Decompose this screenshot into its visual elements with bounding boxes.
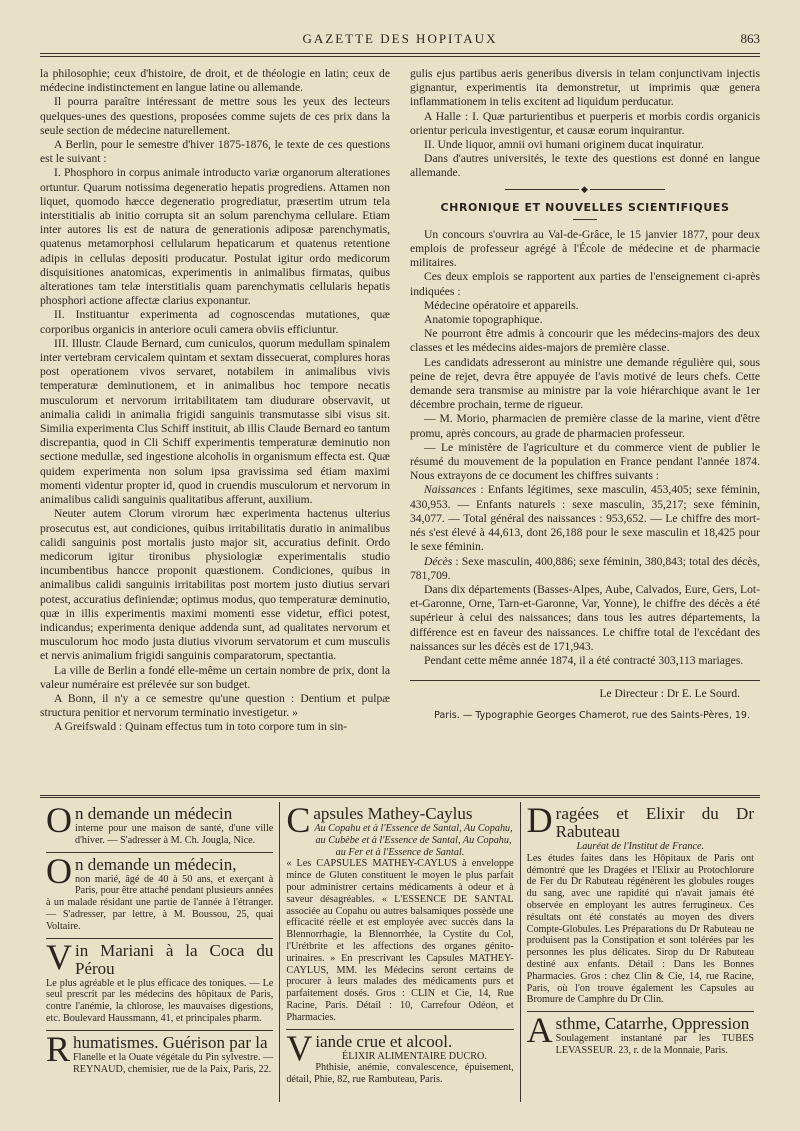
ad-body: « Les CAPSULES MATHEY-CAYLUS à enveloppe mince de Gluten constituent le moyen le plus parfait pour administrer certains médicaments à odeur et à saveur désagréables. « L'ESSENCE DE SANTAL associée au Copahu ou autres balsamiques possède une efficacité réelle et est employée avec succès dans la Blennorrhagie, la Blennorrhée, la Cystite du Col, l'Urétbrite et les affections des organes génito-urinaires. » En prescrivant les Capsules MATHEY-CAYLUS, MM. les Médecins seront certains de procurer à leurs malades des médicaments purs et parfaitement dosés. Gros : CLIN et Cie, 14, Rue Racine, Paris. Détail : 10, Carrefour Odéon, et Pharmacies. bbox=[286, 858, 514, 1023]
naissances-paragraph bbox=[410, 483, 760, 554]
header-rule-2 bbox=[40, 56, 760, 57]
naissances-label: Naissances bbox=[424, 483, 477, 497]
paragraph: Dans dix départements (Basses-Alpes, Aube, Calvados, Eure, Gers, Lot-et-Garonne, Orne, Tarn-et-Garonne, Var, Yonne), le chiffre des décès a été supérieur à celui des naissances; dans tous les autres départements, la différence est en faveur des naissances. Le chiffre total de l'excédant des naissances sur les décès est de 171,943. bbox=[410, 582, 760, 653]
naissances-text: : Enfants légitimes, sexe masculin, 453,405; sexe féminin, 430,953. — Enfants naturels : sexe masculin, 35,217; sexe féminin, 34,077. — Total général des naissances : 953,652. — Le chiffre des mort-nés s'est élevé à 44,613, dont 26,188 pour le sexe masculin et 18,425 pour le sexe féminin. bbox=[410, 483, 760, 554]
deces-label: Décès bbox=[424, 554, 453, 568]
paragraph: III. Illustr. Claude Bernard, cum cuniculos, quorum medullam spinalem inter vertebram cervicalem quintam et sextam dissecuerat, complures horas post operationem vivos servaret, notabilem in animalibus vivis temperaturæ deminutionem, et in animalibus hoc tempore necatis musculorum et nervorum irritabilitatem tam diudurare observavit, ut animalia calidi in animalia frigidi sanguinis transmutasse sibi visus sit. Similia experimenta Clus Schiff instituit, ab illis Claude Bernard eo tantum discrepantia, quod in Cli Schiff experimentis temperaturæ deminutio non sectione medullæ, sed ingestione alcoholis in organismum effecta est. Quæ quidem experimenta non solum ipsa gravissima sed étiam maximi momenti videntur propter id, quod in cruendis musculorum et nervorum in animalibus calidi sanguinis qualitatibus afferunt, auxilium. bbox=[40, 336, 390, 507]
deces-paragraph bbox=[410, 555, 760, 583]
page-number: 863 bbox=[740, 31, 760, 46]
ad-dragees-rabuteau bbox=[527, 802, 754, 1012]
ad-body: interne pour une maison de santé, d'une ville d'hiver. — S'adresser à M. Ch. Jougla, Nice. bbox=[75, 823, 274, 846]
paragraph: Neuter autem Clorum virorum hæc experimenta hactenus ulterius prosecutus est, aut condiciones, quibus irritabilitatis duratio in animalibus calidi sanguinis post mortalis justo major sit, accuratius definit. Ordo medicorum igitur tironibus physiologiæ experimentalis studio incumbentibus hancce proponit quæstionem. Condiciones, quibus in animalibus calidi sanguinis irritabilitas post mortem justo diutius servari potest, accuratius definiendæ; optimus modus, quo temperaturæ deminutio, quæ in illis experimentis maximi momenti esse videtur, effici potest, indicandus; experimenta denique addenda sunt, ad qualitates nervorum et musculorum hoc modo justa diutius vivorum servatorum et cum musculis et nervis animalium frigidi sanguinis comparatorum, spectantia. bbox=[40, 507, 390, 663]
paragraph: Les candidats adresseront au ministre une demande régulière qui, sous peine de rejet, devra être appuyée de l'avis motivé de leurs chefs. Cette demande sera transmise au ministre par la voie hiérarchique avant le 1er décembre prochain, terme de rigueur. bbox=[410, 355, 760, 412]
ad-subheadline: ÉLIXIR ALIMENTAIRE DUCRO. bbox=[342, 1050, 487, 1062]
ad-body: Les études faites dans les Hôpitaux de Paris ont démontré que les Dragées et l'Elixir au Protochlorure de Fer du Dr Rabuteau régénèrent les globules rouges du sang, avec une rapidité qui n'avait jamais été observée en employant les autres ferrugineux. Ces résultats ont été constatés au moyen des divers Compte-Globules. Les Préparations du Dr Rabuteau ne produisent pas la Constipation et sont tolérées par les personnes les plus délicates. Sirop du Dr Rabuteau destiné aux enfants. Détail : Dans les Bonnes Pharmacies. Gros : chez Clin & Cie, 14, rue Racine, Paris, où l'on trouve également les Capsules au Bromure de Camphre du Dr Clin. bbox=[526, 852, 754, 1006]
ad-headline: n demande un médecin, bbox=[75, 854, 237, 874]
ad-capsules-mathey-caylus bbox=[286, 802, 513, 1030]
printer-imprint: Paris. — Typographie Georges Chamerot, rue des Saints-Pères, 19. bbox=[434, 710, 750, 722]
ornamental-separator bbox=[505, 189, 665, 191]
drop-cap: O bbox=[46, 850, 72, 891]
ad-rhumatismes bbox=[46, 1028, 274, 1081]
drop-cap: R bbox=[46, 1028, 71, 1069]
drop-cap: V bbox=[46, 936, 72, 977]
advertisements bbox=[40, 802, 760, 1102]
right-column bbox=[410, 67, 760, 787]
journal-title: GAZETTE DES HOPITAUX bbox=[302, 31, 498, 46]
paragraph: A Halle : I. Quæ parturientibus et puerperis et morbis cordis organicis orientur pericula investigentur, et causæ eorum inquirantur. bbox=[410, 109, 760, 137]
paragraph: gulis ejus partibus aeris generibus diversis in telam conjunctivam injectis gignantur, experimentis ita demonstretur, ut imprimis quæ genera inflammationem in telis excitent ad liquidum perducatur. bbox=[410, 67, 760, 109]
drop-cap: V bbox=[286, 1027, 313, 1068]
ads-column-1 bbox=[40, 802, 279, 1102]
paragraph: Anatomie topographique. bbox=[424, 313, 543, 327]
ad-subheadline: Au Copahu et à l'Essence de Santal, Au Copahu, au Cubèbe et à l'Essence de Santal, Au Copahu, au Fer et à l'Essence de Santal. bbox=[314, 823, 513, 858]
ads-column-3 bbox=[520, 802, 760, 1102]
section-title: CHRONIQUE ET NOUVELLES SCIENTIFIQUES bbox=[440, 200, 730, 214]
ad-body: Phthisie, anémie, convalescence, épuisement, détail, Phie, 82, rue Rambuteau, Paris. bbox=[286, 1062, 514, 1086]
drop-cap: D bbox=[526, 802, 553, 840]
running-header bbox=[40, 28, 760, 50]
paragraph: Pendant cette même année 1874, il a été contracté 303,113 mariages. bbox=[424, 653, 744, 667]
director-signature: Le Directeur : Dr E. Le Sourd. bbox=[410, 680, 760, 701]
ads-divider bbox=[40, 795, 760, 798]
ad-viande-crue bbox=[286, 1027, 514, 1091]
deces-text: : Sexe masculin, 400,886; sexe féminin, 380,843; total des décès, 781,709. bbox=[410, 554, 760, 582]
paragraph: Médecine opératoire et appareils. bbox=[424, 298, 579, 312]
ad-headline: humatismes. Guérison par la bbox=[73, 1032, 268, 1052]
ad-body: Flanelle et la Ouate végétale du Pin sylvestre. — REYNAUD, chemisier, rue de la Paix, Paris, 22. bbox=[73, 1051, 274, 1075]
ad-headline: sthme, Catarrhe, Oppression bbox=[555, 1014, 750, 1034]
ad-body: Soulagement instantané par les TUBES LEVASSEUR. 23, r. de la Monnaie, Paris. bbox=[555, 1033, 754, 1056]
paragraph: — M. Morio, pharmacien de première classe de la marine, vient d'être promu, après concours, au grade de pharmacien professeur. bbox=[410, 412, 760, 440]
paragraph: II. Instituantur experimenta ad cognoscendas mutationes, quæ corporibus organicis in anteriore oculi camera obviis efficiuntur. bbox=[40, 308, 390, 336]
paragraph: Ne pourront être admis à concourir que les médecins-majors des deux classes et les médecins aides-majors de première classe. bbox=[410, 327, 760, 355]
paragraph: II. Unde liquor, amnii ovi humani originem ducat inquiratur. bbox=[424, 138, 704, 152]
title-rule bbox=[573, 219, 597, 220]
ad-medecin-paris bbox=[46, 850, 274, 939]
ad-headline: n demande un médecin bbox=[75, 804, 233, 823]
ad-medecin-nice bbox=[46, 802, 273, 853]
ad-headline: iande crue et alcool. bbox=[315, 1031, 453, 1051]
ads-column-2 bbox=[279, 802, 519, 1102]
drop-cap: A bbox=[526, 1010, 553, 1051]
paragraph: Dans d'autres universités, le texte des questions est donné en langue allemande. bbox=[410, 152, 760, 180]
ad-headline: ragées et Elixir du Dr Rabuteau bbox=[555, 804, 754, 841]
paragraph: A Greifswald : Quinam effectus tum in toto corpore tum in sin- bbox=[54, 720, 348, 734]
paragraph: Ces deux emplois se rapportent aux parties de l'enseignement ci-après indiquées : bbox=[410, 270, 760, 298]
ad-body: non marié, âgé de 40 à 50 ans, et exerçant à Paris, pour être attaché pendant plusieurs années à un malade résidant une partie de l'année à l'étranger. — S'adresser, par lettre, à M. Boussou, 25, quai Voltaire. bbox=[46, 873, 274, 932]
paragraph: la philosophie; ceux d'histoire, de droit, et de théologie en latin; ceux de médecine indistinctement en langue latine ou allemande. bbox=[40, 67, 390, 95]
ad-body: Le plus agréable et le plus efficace des toniques. — Le seul prescrit par les médecins des hôpitaux de Paris, contre l'anémie, la chlorose, les mauvaises digestions, etc. Boulevard Haussmann, 41, et principales pharm. bbox=[46, 977, 274, 1024]
ad-headline: in Mariani à la Coca du Pérou bbox=[75, 940, 274, 978]
paragraph: La ville de Berlin a fondé elle-même un certain nombre de prix, dont la valeur numéraire est prélevée sur son budget. bbox=[40, 663, 390, 691]
left-column bbox=[40, 67, 390, 787]
drop-cap: C bbox=[286, 802, 311, 840]
article-columns bbox=[40, 67, 760, 787]
ad-vin-mariani bbox=[46, 936, 274, 1031]
paragraph: A Bonn, il n'y a ce semestre qu'une question : Dentium et pulpæ structura penitior et nervorum terminatio investigetur. » bbox=[40, 691, 390, 720]
header-rule bbox=[40, 53, 760, 54]
ad-subheadline: Lauréat de l'Institut de France. bbox=[576, 841, 705, 852]
paragraph: Un concours s'ouvrira au Val-de-Grâce, le 15 janvier 1877, pour deux emplois de professeur agrégé à l'École de médecine et de pharmacie militaires. bbox=[410, 227, 760, 270]
ad-headline: apsules Mathey-Caylus bbox=[313, 804, 473, 823]
paragraph: I. Phosphoro in corpus animale introducto variæ organorum alterationes ortuntur. Quarum notissima degeneratio hepatis progrediens. Attamen non liquet, quomodo hæcce degeneratio progrediatur, præsertim utrum tela interstitialis ab initio corrupta sit an solum parenchyma cellulare. Etiam inter autores lis est de natura de generationis adiposæ parenchymatis, quatenus metamorphosi cellularum hepaticarum et quatenus retentione adipis in cellulas depositi producatur. Postulat igitur ordo medicorum disquisitiones anatomicas, experimentis in animalibus firmatas, quibus alterationes tam telæ interstitialis quam parenchymatis cellularis hepatis phosphori actione affectæ clarius exponantur. bbox=[40, 166, 390, 308]
paragraph: Il pourra paraître intéressant de mettre sous les yeux des lecteurs quelques-unes des questions, proposées comme sujets de ces prix dans la seule section de médecine naturellement. bbox=[40, 95, 390, 137]
paragraph: A Berlin, pour le semestre d'hiver 1875-1876, le texte de ces questions est le suivant : bbox=[40, 138, 390, 166]
paragraph: — Le ministère de l'agriculture et du commerce vient de publier le résumé du mouvement de la population en France pendant l'année 1874. Nous extrayons de ce document les chiffres suivants : bbox=[410, 440, 760, 483]
drop-cap: O bbox=[46, 802, 72, 840]
ad-asthme bbox=[527, 1012, 754, 1062]
